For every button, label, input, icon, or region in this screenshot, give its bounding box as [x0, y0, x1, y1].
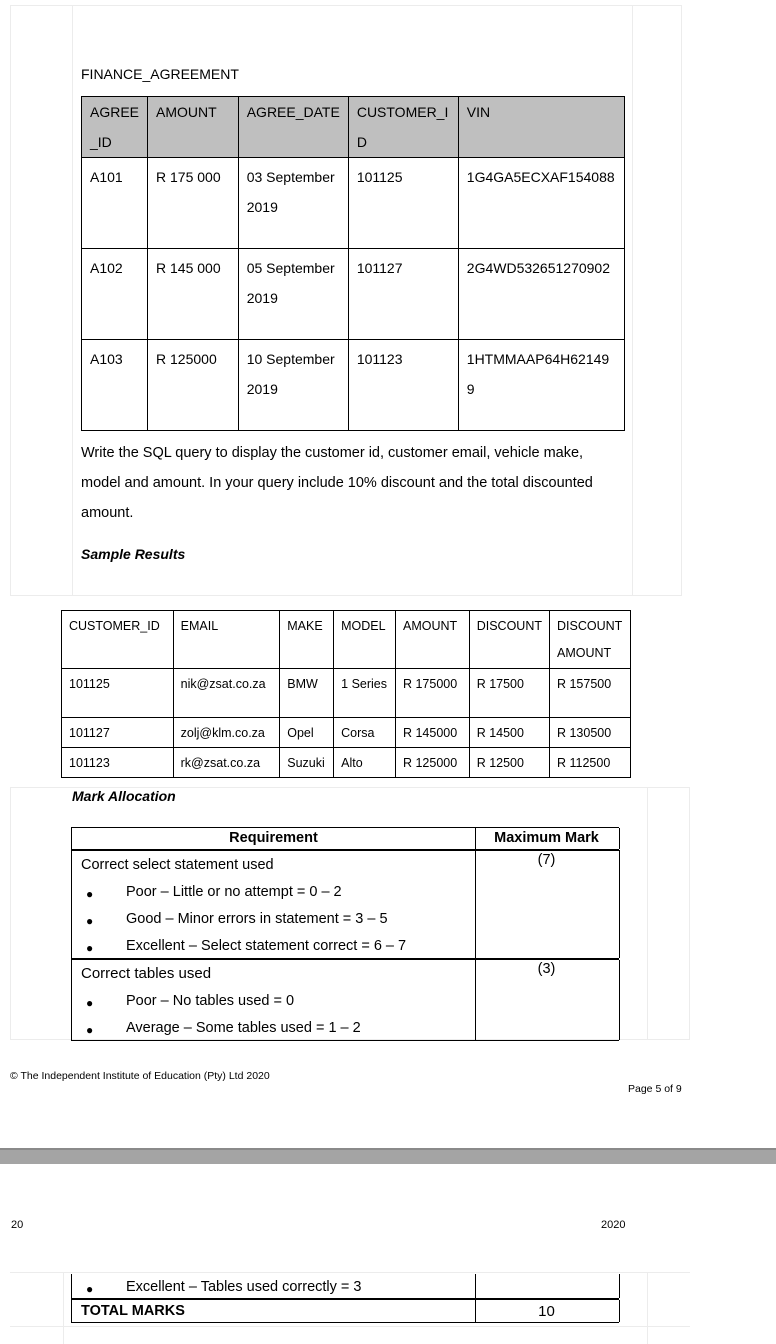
- criteria-item: Good – Minor errors in statement = 3 – 5: [126, 911, 388, 927]
- page-break: [0, 1148, 776, 1164]
- table-row: [82, 249, 625, 340]
- header-left: 20: [11, 1219, 24, 1231]
- table-header-row: [82, 97, 625, 158]
- margin-line: [632, 5, 633, 596]
- table-cell: 1HTMMAAP64H621499: [458, 340, 624, 431]
- bullet-icon: ●: [86, 1282, 94, 1296]
- table-cell: R 14500: [469, 718, 549, 748]
- table-cell: zolj@klm.co.za: [173, 718, 280, 748]
- table-cell: R 175 000: [148, 158, 239, 249]
- table-cell: BMW: [280, 669, 334, 718]
- bullet-icon: ●: [86, 914, 94, 928]
- header-right: 2020: [601, 1219, 626, 1231]
- table-cell: 101127: [348, 249, 458, 340]
- finance-agreement-table: [81, 96, 625, 431]
- column-header: AMOUNT: [148, 97, 239, 158]
- table-cell: rk@zsat.co.za: [173, 748, 280, 778]
- select-criteria-row: [71, 850, 619, 960]
- table-row: [62, 748, 631, 778]
- bullet-icon: ●: [86, 887, 94, 901]
- page-number: Page 5 of 9: [628, 1083, 682, 1095]
- finance-agreement-title: FINANCE_AGREEMENT: [81, 66, 239, 82]
- column-header: MODEL: [334, 611, 396, 669]
- table-cell: 101125: [62, 669, 174, 718]
- tables-criteria-cell: [71, 960, 476, 1040]
- column-header: MAKE: [280, 611, 334, 669]
- table-cell: 05 September 2019: [238, 249, 348, 340]
- table-cell: 101125: [348, 158, 458, 249]
- total-marks-label: TOTAL MARKS: [81, 1303, 185, 1319]
- table-cell: nik@zsat.co.za: [173, 669, 280, 718]
- total-marks-row: [71, 1300, 619, 1323]
- bullet-icon: ●: [86, 996, 94, 1010]
- criteria-item: Excellent – Tables used correctly = 3: [126, 1279, 362, 1295]
- table-row: [62, 669, 631, 718]
- question-text: Write the SQL query to display the customer id, customer email, vehicle make, model and amount. In your query include 10% discount and the total discounted amount.: [81, 445, 593, 521]
- tables-criteria-row: [71, 960, 619, 1041]
- column-header: DISCOUNT AMOUNT: [549, 611, 630, 669]
- table-cell: R 112500: [549, 748, 630, 778]
- table-cell: 101123: [348, 340, 458, 431]
- column-header: DISCOUNT: [469, 611, 549, 669]
- column-header: CUSTOMER_ID: [62, 611, 174, 669]
- criteria-item: Poor – Little or no attempt = 0 – 2: [126, 884, 342, 900]
- table-cell: Opel: [280, 718, 334, 748]
- criteria-item: Excellent – Select statement correct = 6 – 7: [126, 938, 407, 954]
- tables-mark-cell: [474, 1274, 620, 1298]
- mark-allocation-table: [71, 827, 619, 1040]
- column-header: CUSTOMER_I D: [348, 97, 458, 158]
- column-header: AMOUNT: [395, 611, 469, 669]
- column-header: VIN: [458, 97, 624, 158]
- mark-allocation-title: Mark Allocation: [72, 788, 176, 804]
- tables-criteria-row-continued: [71, 1274, 619, 1300]
- bullet-icon: ●: [86, 1023, 94, 1037]
- table-cell: Alto: [334, 748, 396, 778]
- tables-criteria-label: Correct tables used: [81, 965, 212, 982]
- margin-line: [72, 5, 73, 596]
- table-cell: A101: [82, 158, 148, 249]
- table-cell: R 17500: [469, 669, 549, 718]
- table-cell: Suzuki: [280, 748, 334, 778]
- margin-line: [647, 787, 648, 1040]
- table-cell: R 12500: [469, 748, 549, 778]
- table-cell: 1 Series: [334, 669, 396, 718]
- table-cell: 2G4WD532651270902: [458, 249, 624, 340]
- criteria-item: Poor – No tables used = 0: [126, 993, 295, 1009]
- table-cell: Corsa: [334, 718, 396, 748]
- page-frame-bottom: [10, 1326, 690, 1327]
- table-cell: A103: [82, 340, 148, 431]
- table-cell: R 157500: [549, 669, 630, 718]
- select-mark-cell: [474, 850, 620, 958]
- table-cell: A102: [82, 249, 148, 340]
- table-cell: 10 September 2019: [238, 340, 348, 431]
- table-cell: R 125000: [148, 340, 239, 431]
- sample-results-table: [61, 610, 631, 778]
- table-cell: 101123: [62, 748, 174, 778]
- table-row: [62, 718, 631, 748]
- requirement-header: Requirement: [71, 828, 476, 849]
- select-criteria-cell: [71, 850, 476, 958]
- criteria-item: Average – Some tables used = 1 – 2: [126, 1020, 361, 1036]
- tables-mark: (3): [537, 961, 556, 977]
- total-marks-cell: [71, 1300, 476, 1322]
- sample-results-label: Sample Results: [81, 546, 186, 562]
- select-criteria-label: Correct select statement used: [81, 857, 274, 873]
- table-row: [82, 158, 625, 249]
- mark-allocation-table-continued: [71, 1274, 619, 1324]
- margin-line: [647, 1272, 648, 1344]
- column-header: EMAIL: [173, 611, 280, 669]
- total-marks-value: 10: [474, 1300, 620, 1322]
- table-cell: R 125000: [395, 748, 469, 778]
- maximum-mark-header: Maximum Mark: [474, 828, 620, 849]
- margin-line: [63, 1272, 64, 1344]
- table-header-row: [62, 611, 631, 669]
- table-cell: R 145 000: [148, 249, 239, 340]
- column-header: AGREE _ID: [82, 97, 148, 158]
- mark-header-row: [71, 827, 619, 851]
- table-cell: 101127: [62, 718, 174, 748]
- table-cell: R 175000: [395, 669, 469, 718]
- table-row: [82, 340, 625, 431]
- page-frame-bottom: [10, 1272, 690, 1273]
- select-mark: (7): [537, 852, 556, 868]
- tables-criteria-cell: [71, 1274, 476, 1298]
- table-cell: R 145000: [395, 718, 469, 748]
- bullet-icon: ●: [86, 941, 94, 955]
- copyright-footer: © The Independent Institute of Education (Pty) Ltd 2020: [10, 1070, 270, 1082]
- tables-mark-cell: [474, 960, 620, 1040]
- column-header: AGREE_DATE: [238, 97, 348, 158]
- table-cell: 03 September 2019: [238, 158, 348, 249]
- table-cell: 1G4GA5ECXAF154088: [458, 158, 624, 249]
- table-cell: R 130500: [549, 718, 630, 748]
